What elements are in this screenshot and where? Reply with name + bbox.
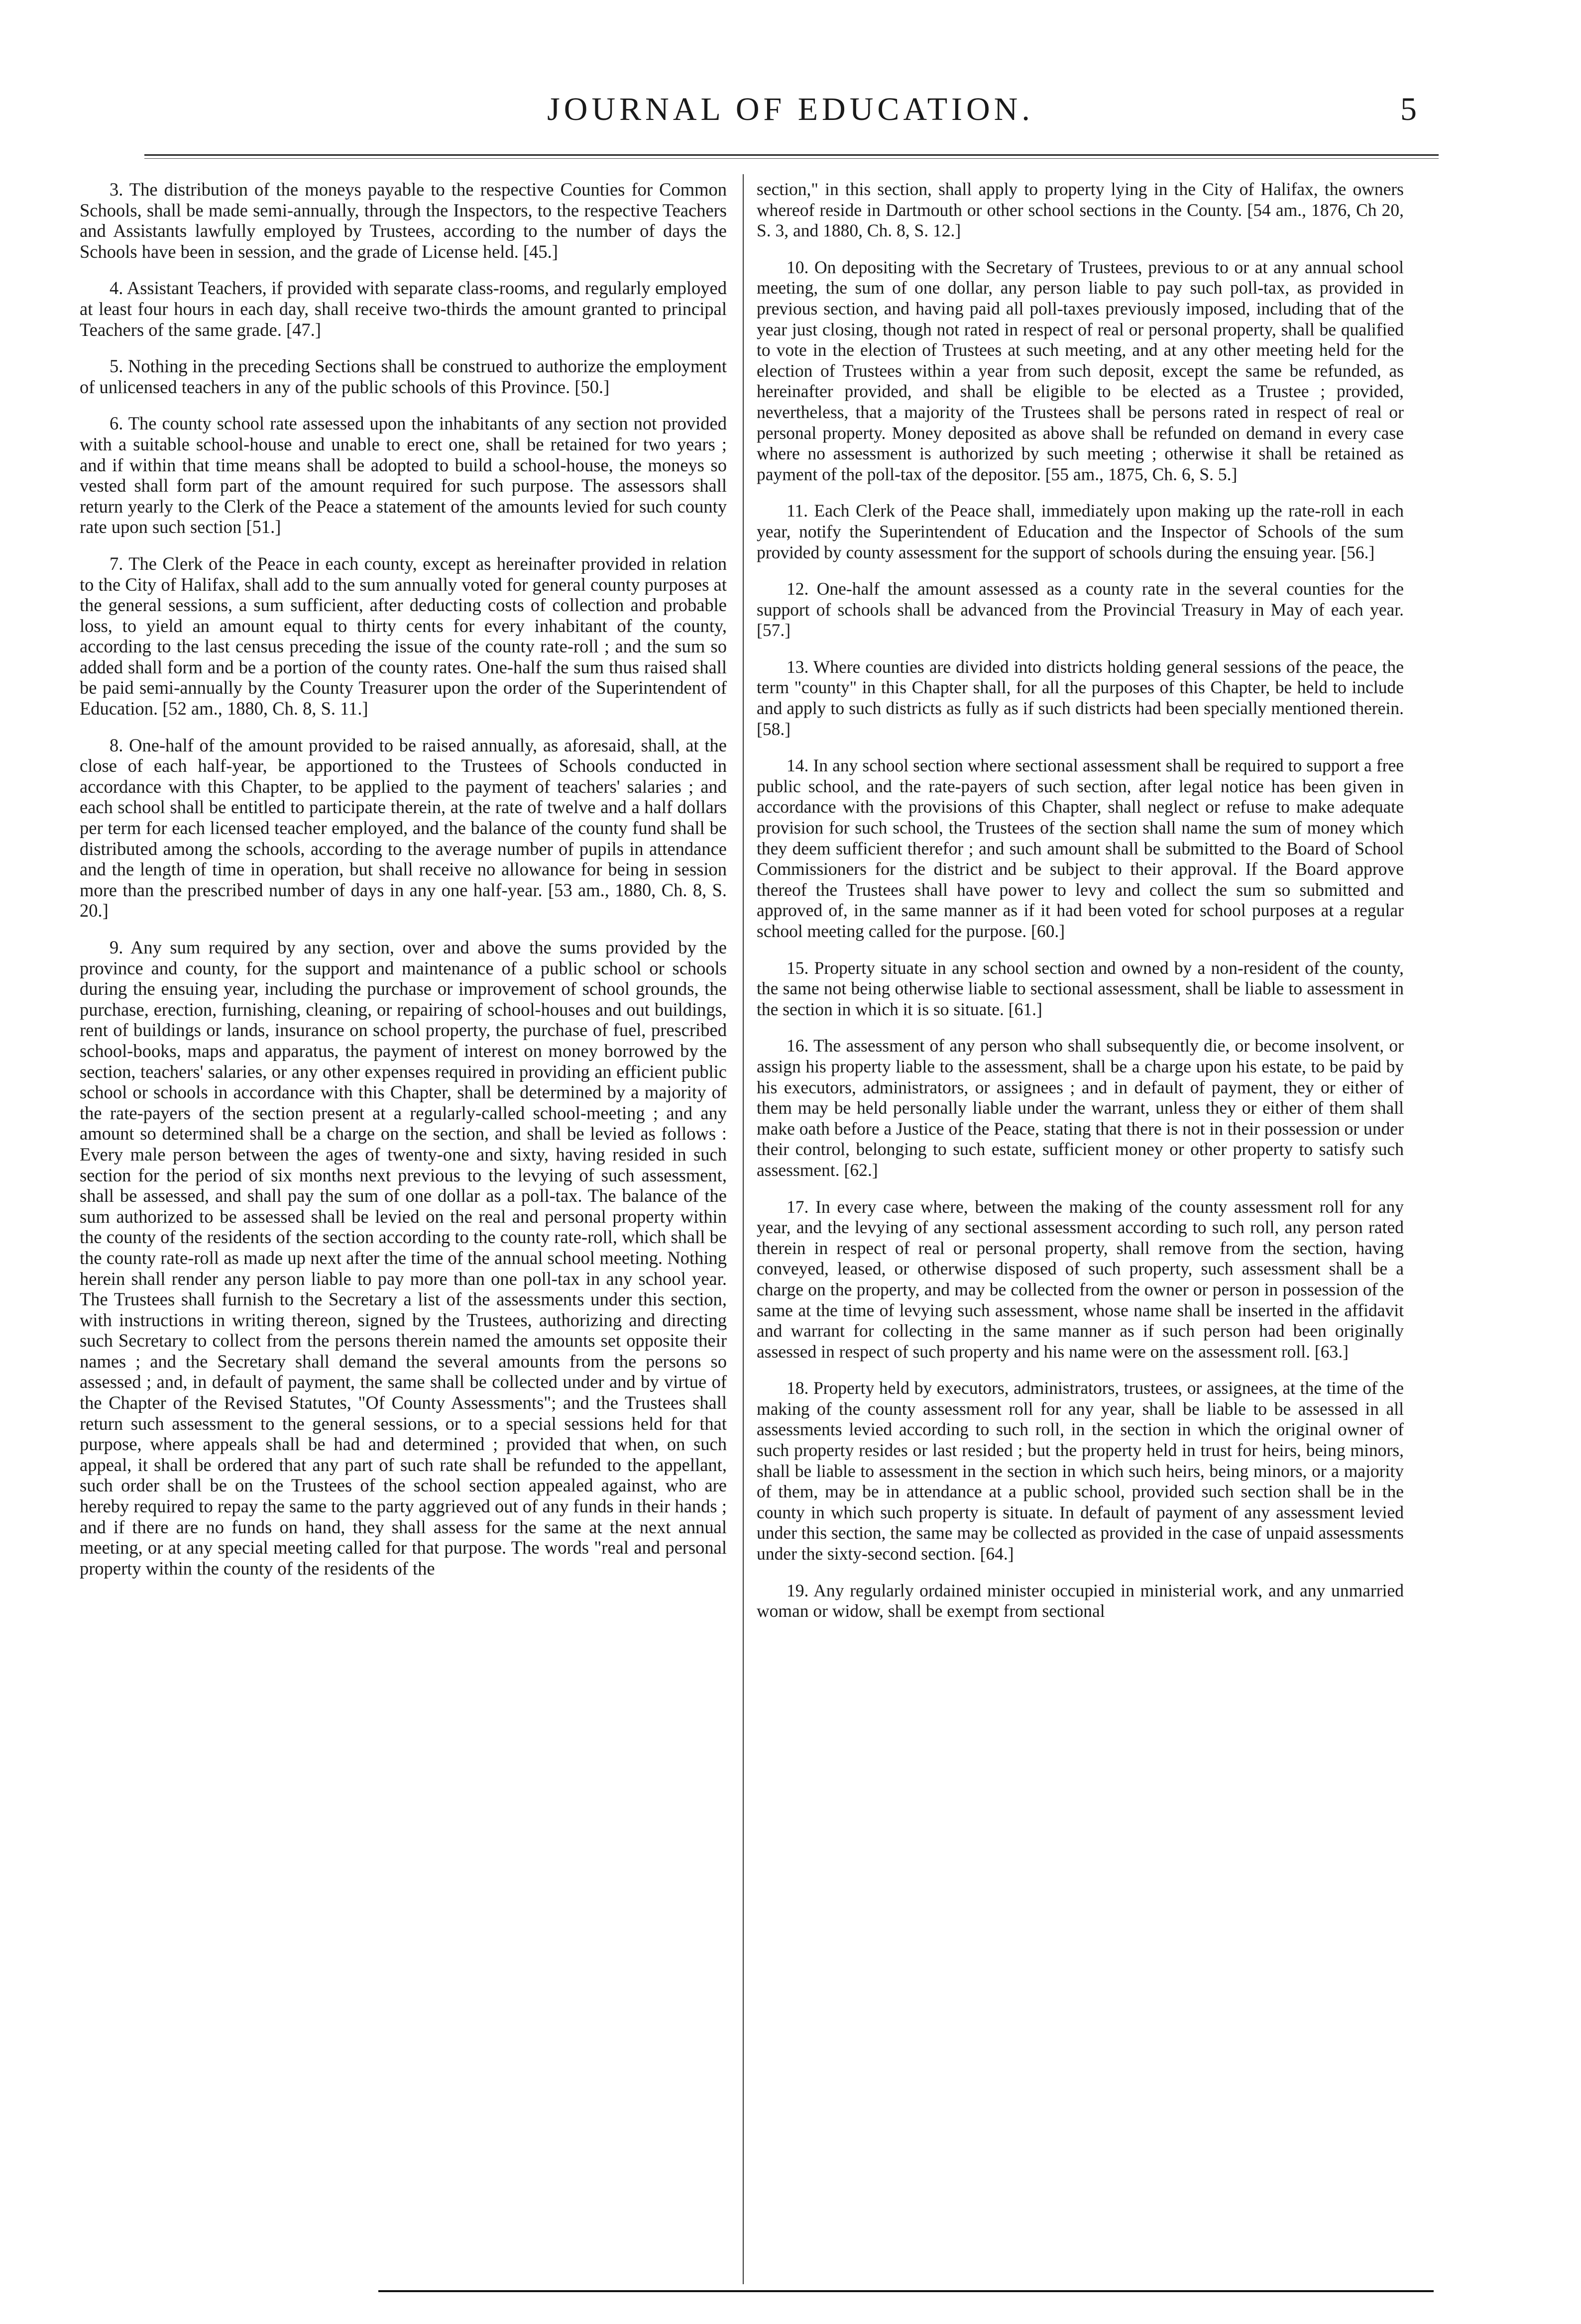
page-number: 5 bbox=[1400, 91, 1417, 127]
section-11: 11. Each Clerk of the Peace shall, immediately upon making up the rate-roll in each year, notify the Superintendent of Education and the Inspector of Schools of the sum provided by county assessment for the support of schools during the ensuing year. [56.] bbox=[757, 501, 1404, 562]
section-15: 15. Property situate in any school section and owned by a non-resident of the county, the same not being otherwise liable to sectional assessment, shall be liable to assessment in the section in which it is so situate. [61.] bbox=[757, 957, 1404, 1019]
section-5: 5. Nothing in the preceding Sections shall be construed to authorize the employment of unlicensed teachers in any of the public schools of this Province. [50.] bbox=[80, 356, 727, 397]
section-9: 9. Any sum required by any section, over and above the sums provided by the province and county, for the support and maintenance of a public school or schools during the ensuing year, including the purchase or improvement of school grounds, the purchase, erection, furnishing, cleaning, or repairing of school-houses and out buildings, rent of buildings or lands, insurance on school property, the purchase of fuel, prescribed school-books, maps and apparatus, the payment of interest on money borrowed by the section, teachers' salaries, or any other expenses required in providing an efficient public school or schools in accordance with this Chapter, shall be determined by a majority of the rate-payers of the section present at a regularly-called school-meeting ; and any amount so determined shall be a charge on the section, and shall be levied as follows : Every male person between the ages of twenty-one and sixty, having resided in such section for the period of six months next previous to the levying of such assessment, shall be assessed, and shall pay the sum of one dollar as a poll-tax. The balance of the sum authorized to be assessed shall be levied on the real and personal property within the county of the residents of the section according to the county rate-roll, which shall be the county rate-roll as made up next after the time of the annual school meeting. Nothing herein shall render any person liable to pay more than one poll-tax in any school year. The Trustees shall furnish to the Secretary a list of the assessments under this section, with instructions in writing thereon, signed by the Trustees, authorizing and directing such Secretary to collect from the persons therein named the amounts set opposite their names ; and the Secretary shall demand the several amounts from the persons so assessed ; and, in default of payment, the same shall be collected under and by virtue of the Chapter of the Revised Statutes, "Of County Assessments"; and the Trustees shall return such assessment to the general sessions, or to a special sessions held for that purpose, where appeals shall be had and determined ; provided that when, on such appeal, it shall be ordered that any part of such rate shall be refunded to the appellant, such order shall be on the Trustees of the school section appealed against, who are hereby required to repay the same to the party aggrieved out of any funds in their hands ; and if there are no funds on hand, they shall assess for the same at the next annual meeting, or at any special meeting called for that purpose. The words "real and personal property within the county of the residents of the bbox=[80, 937, 727, 1579]
journal-title: JOURNAL OF EDUCATION. bbox=[547, 91, 1034, 127]
header-rule bbox=[144, 154, 1439, 156]
column-divider bbox=[743, 174, 744, 2284]
section-4: 4. Assistant Teachers, if provided with separate class-rooms, and regularly employed at least four hours in each day, shall receive two-thirds the amount granted to principal Teachers of the same grade. [47.] bbox=[80, 278, 727, 340]
section-12: 12. One-half the amount assessed as a county rate in the several counties for the support of schools shall be advanced from the Provincial Treasury in May of each year. [57.] bbox=[757, 579, 1404, 640]
section-18: 18. Property held by executors, administrators, trustees, or assignees, at the time of the making of the county assessment roll for any year, shall be liable to be assessed in all assessments levied according to such roll, in the section in which the original owner of such property resides or last resided ; but the property held in trust for heirs, being minors, shall be liable to assessment in the section in which such heirs, being minors, or a majority of them, may be in attendance at a public school, provided such section shall be in the county in which such property is situate. In default of payment of any assessment levied under this section, the same may be collected as provided in the case of unpaid assessments under the sixty-second section. [64.] bbox=[757, 1378, 1404, 1564]
section-7: 7. The Clerk of the Peace in each county, except as hereinafter provided in relation to the City of Halifax, shall add to the sum annually voted for general county purposes at the general sessions, a sum sufficient, after deducting costs of collection and probable loss, to yield an amount equal to thirty cents for every inhabitant of the county, according to the last census preceding the issue of the county rate-roll ; and the sum so added shall form and be a portion of the county rates. One-half the sum thus raised shall be paid semi-annually by the County Treasurer upon the order of the Superintendent of Education. [52 am., 1880, Ch. 8, S. 11.] bbox=[80, 553, 727, 719]
section-16: 16. The assessment of any person who shall subsequently die, or become insolvent, or assign his property liable to the assessment, shall be a charge upon his estate, to be paid by his executors, administrators, or assignees ; and in default of payment, they or either of them may be held personally liable under the warrant, unless they or either of them shall make oath before a Justice of the Peace, stating that there is not in their possession or under their control, belonging to such estate, sufficient money or other property to satisfy such assessment. [62.] bbox=[757, 1036, 1404, 1180]
section-13: 13. Where counties are divided into districts holding general sessions of the peace, the term "county" in this Chapter shall, for all the purposes of this Chapter, be held to include and apply to such districts as fully as if such districts had been specially mentioned therein. [58.] bbox=[757, 656, 1404, 739]
header-rule-thin bbox=[144, 158, 1439, 159]
section-3: 3. The distribution of the moneys payable to the respective Counties for Common Schools, shall be made semi-annually, through the Inspectors, to the respective Teachers and Assistants lawfully employed by Trustees, according to the number of days the Schools have been in session, and the grade of License held. [45.] bbox=[80, 179, 727, 262]
right-column bbox=[757, 179, 1404, 2284]
section-6: 6. The county school rate assessed upon the inhabitants of any section not provided with a suitable school-house and unable to erect one, shall be retained for two years ; and if within that time means shall be adopted to build a school-house, the moneys so vested shall form part of the amount required for such purpose. The assessors shall return yearly to the Clerk of the Peace a statement of the amounts levied for such county rate upon such section [51.] bbox=[80, 413, 727, 537]
section-17: 17. In every case where, between the making of the county assessment roll for any year, and the levying of any sectional assessment according to such roll, any person rated therein in respect of real or personal property, shall remove from the section, having conveyed, leased, or otherwise disposed of such property, such assessment shall be a charge on the property, and may be collected from the owner or person in possession of the same at the time of levying such assessment, whose name shall be inserted in the affidavit and warrant for collecting in the same manner as if such person had been originally assessed in respect of such property and his name were on the assessment roll. [63.] bbox=[757, 1196, 1404, 1362]
section-14: 14. In any school section where sectional assessment shall be required to support a free public school, and the rate-payers of such section, after legal notice has been given in accordance with the provisions of this Chapter, shall neglect or refuse to make adequate provision for such school, the Trustees of the section shall name the sum of money which they deem sufficient therefor ; and such amount shall be submitted to the Board of School Commissioners for the district and be subject to their approval. If the Board approve thereof the Trustees shall have power to levy and collect the sum so submitted and approved of, in the same manner as if it had been voted for school purposes at a regular school meeting called for the purpose. [60.] bbox=[757, 755, 1404, 941]
footer-rule bbox=[378, 2290, 1434, 2292]
page-header bbox=[0, 85, 1581, 144]
section-9-continued: section," in this section, shall apply to property lying in the City of Halifax, the owners whereof reside in Dartmouth or other school sections in the County. [54 am., 1876, Ch 20, S. 3, and 1880, Ch. 8, S. 12.] bbox=[757, 179, 1404, 241]
section-10: 10. On depositing with the Secretary of Trustees, previous to or at any annual school meeting, the sum of one dollar, any person liable to pay such poll-tax, as provided in previous section, and having paid all poll-taxes previously imposed, including that of the year just closing, though not rated in respect of real or personal property, shall be qualified to vote in the election of Trustees at such meeting, and at any other meeting held for the election of Trustees within a year from such deposit, except the same be refunded, as hereinafter provided, and shall be eligible to be elected as a Trustee ; provided, nevertheless, that a majority of the Trustees shall be persons rated in respect of real or personal property. Money deposited as above shall be refunded on demand in every case where no assessment is authorized by such meeting ; otherwise it shall be retained as payment of the poll-tax of the depositor. [55 am., 1875, Ch. 6, S. 5.] bbox=[757, 257, 1404, 484]
left-column bbox=[80, 179, 727, 2284]
section-8: 8. One-half of the amount provided to be raised annually, as aforesaid, shall, at the close of each half-year, be apportioned to the Trustees of Schools conducted in accordance with this Chapter, to be applied to the payment of teachers' salaries ; and each school shall be entitled to participate therein, at the rate of twelve and a half dollars per term for each licensed teacher employed, and the balance of the county fund shall be distributed among the schools, according to the average number of pupils in attendance and the length of time in operation, but shall receive no allowance for being in session more than the prescribed number of days in any one half-year. [53 am., 1880, Ch. 8, S. 20.] bbox=[80, 735, 727, 921]
section-19: 19. Any regularly ordained minister occupied in ministerial work, and any unmarried woman or widow, shall be exempt from sectional bbox=[757, 1580, 1404, 1621]
